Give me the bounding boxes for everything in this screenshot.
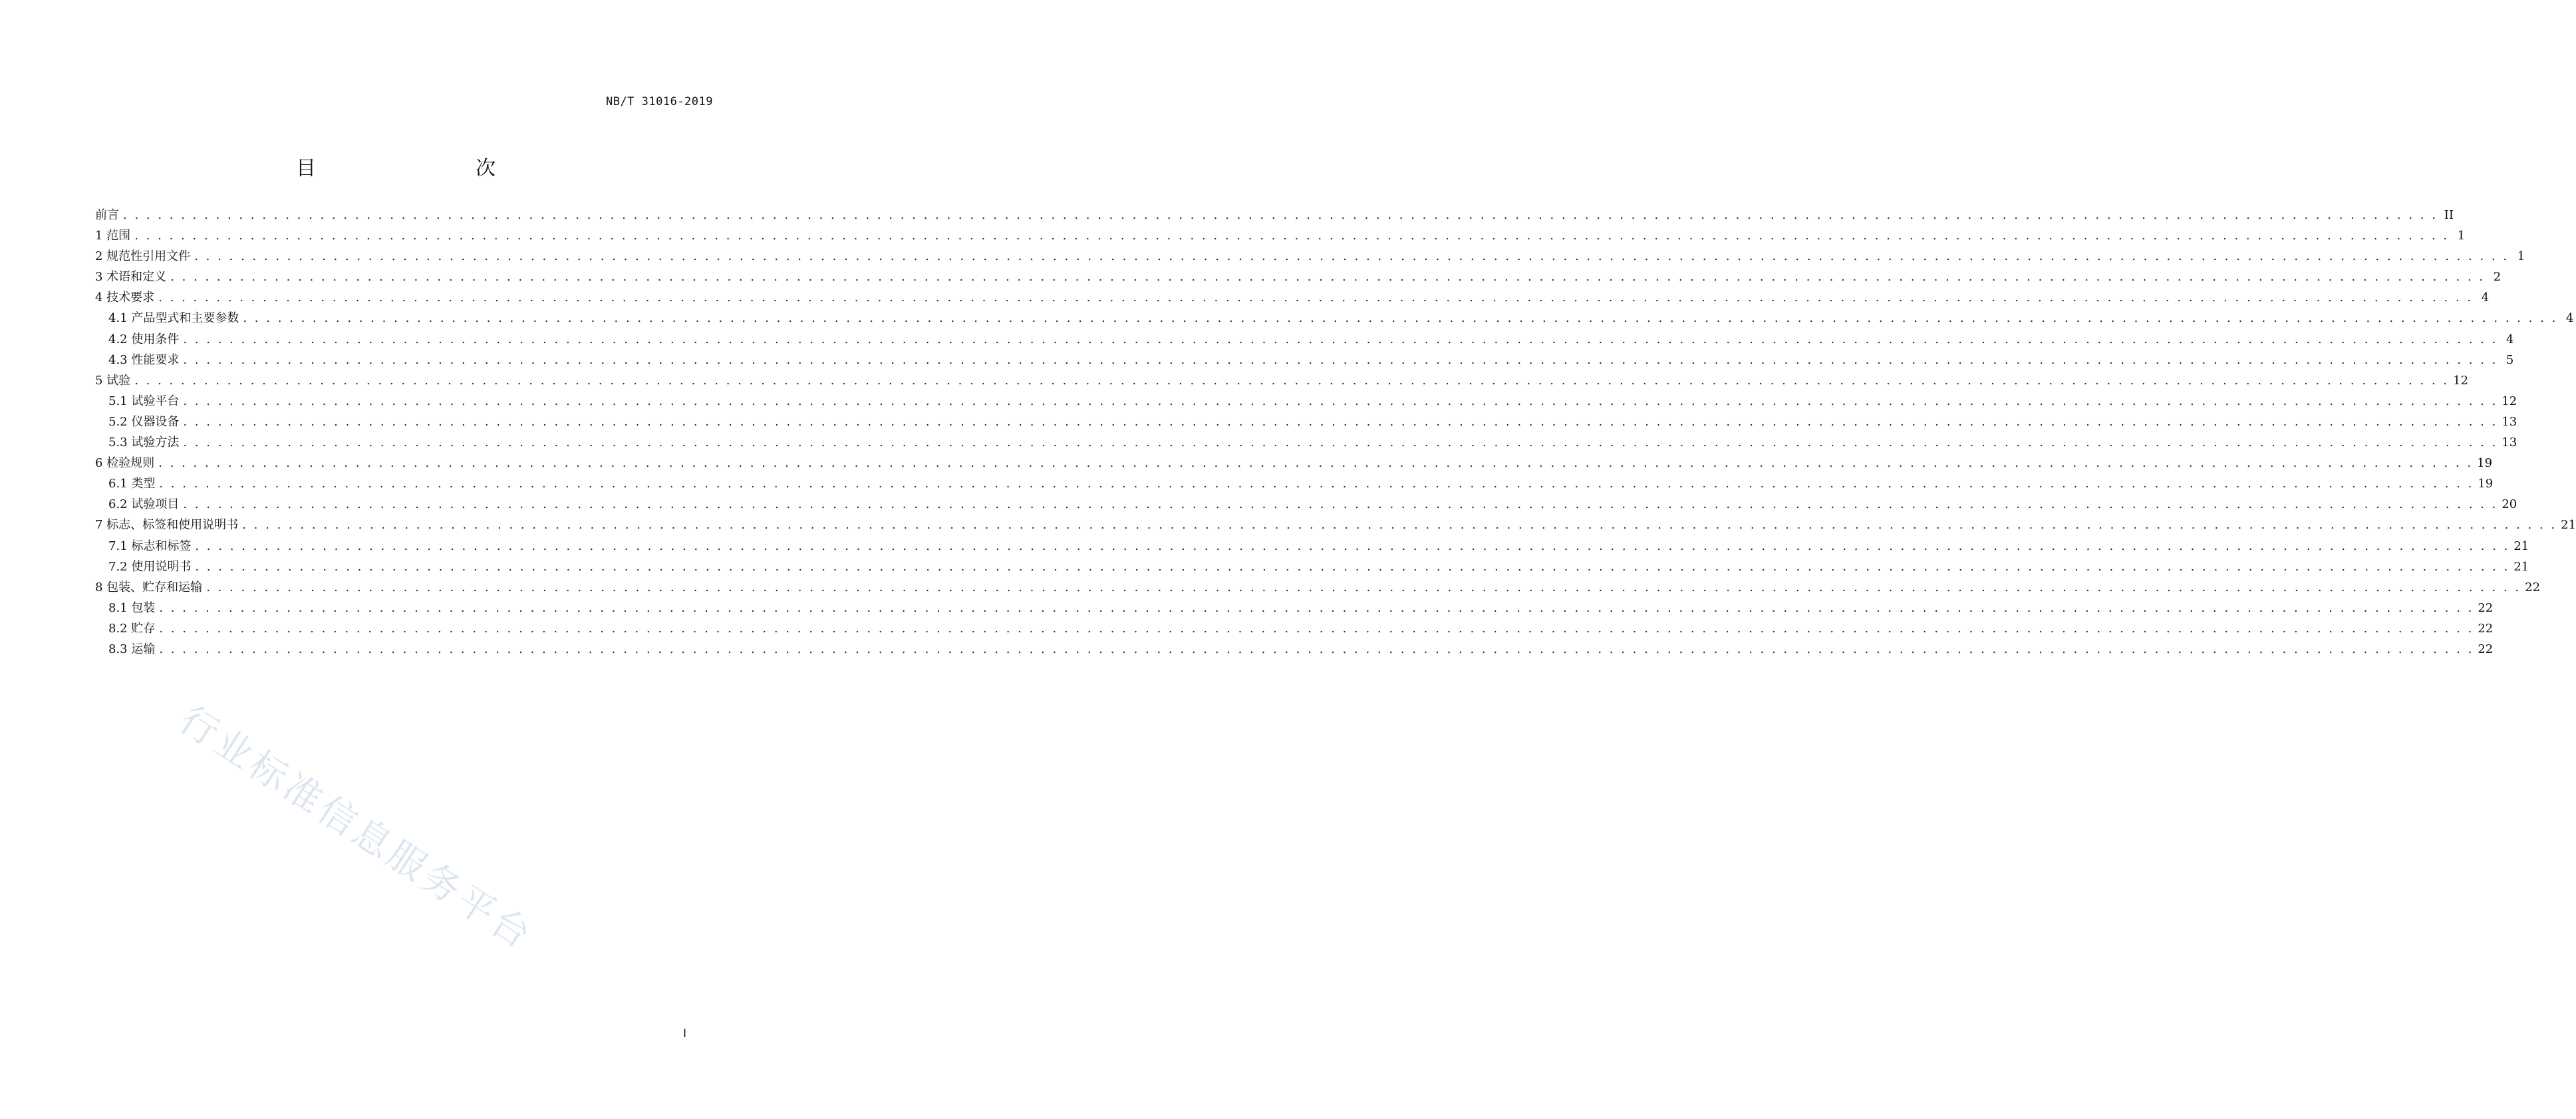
toc-entry-label: 3 术语和定义 (95, 270, 167, 285)
toc-entry-page: 2 (2493, 270, 2502, 285)
toc-leader-dots: . . . . . . . . . . . . . . . . . . . . . . . . . . . . . . . . . . . . . . . . . . . . . . . . . . . . . . . . . . . . . . . . . . . . . . . . . . . . . . . . . . . . . . . . . . . . . . . . . . . . . . . . . . . . . . . . . . . . . . . . . . . . . . . . . . . . . . . . . . . . . . . . . . . . . . . . . . . . . . . . . . . . . . . . . . . . . . . . . . . . . . . . . . . . . . . . . . . . . . . . (158, 456, 2474, 471)
toc-entry[interactable] (95, 474, 2494, 495)
toc-entry-page: 13 (2502, 414, 2517, 429)
toc-entry-page: 21 (2513, 559, 2529, 574)
toc-leader-dots: . . . . . . . . . . . . . . . . . . . . . . . . . . . . . . . . . . . . . . . . . . . . . . . . . . . . . . . . . . . . . . . . . . . . . . . . . . . . . . . . . . . . . . . . . . . . . . . . . . . . . . . . . . . . . . . . . . . . . . . . . . . . . . . . . . . . . . . . . . . . . . . . . . . . . . . . . . . . . . . . . . . . . . . . . . . . . . . . . . . . . . . . . . . . . . . . . . . . . . . . (243, 311, 2558, 326)
toc-entry[interactable] (95, 330, 2514, 350)
toc-entry-page: 22 (2478, 600, 2494, 615)
toc-entry-label: 6 检验规则 (95, 456, 155, 471)
toc-entry-label: 8.2 贮存 (108, 621, 156, 636)
toc-entry-label: 4.1 产品型式和主要参数 (108, 311, 239, 326)
toc-entry[interactable] (95, 350, 2514, 371)
toc-entry[interactable] (95, 267, 2502, 288)
toc-entry[interactable] (95, 309, 2574, 329)
toc-entry-label: 4.2 使用条件 (108, 332, 180, 346)
toc-leader-dots: . . . . . . . . . . . . . . . . . . . . . . . . . . . . . . . . . . . . . . . . . . . . . . . . . . . . . . . . . . . . . . . . . . . . . . . . . . . . . . . . . . . . . . . . . . . . . . . . . . . . . . . . . . . . . . . . . . . . . . . . . . . . . . . . . . . . . . . . . . . . . . . . . . . . . . . . . . . . . . . . . . . . . . . . . . . . . . . . . . . . . . . . . . . . . . . . . . . . . . . . (183, 497, 2498, 512)
toc-entry-page: 4 (2565, 311, 2574, 326)
toc-entry-page: 1 (2457, 229, 2466, 243)
toc-entry[interactable] (95, 288, 2490, 309)
toc-entry[interactable] (95, 640, 2494, 660)
toc-leader-dots: . . . . . . . . . . . . . . . . . . . . . . . . . . . . . . . . . . . . . . . . . . . . . . . . . . . . . . . . . . . . . . . . . . . . . . . . . . . . . . . . . . . . . . . . . . . . . . . . . . . . . . . . . . . . . . . . . . . . . . . . . . . . . . . . . . . . . . . . . . . . . . . . . . . . . . . . . . . . . . . . . . . . . . . . . . . . . . . . . . . . . . . . . . . . . . . . . . . . . . . . (195, 539, 2510, 553)
toc-leader-dots: . . . . . . . . . . . . . . . . . . . . . . . . . . . . . . . . . . . . . . . . . . . . . . . . . . . . . . . . . . . . . . . . . . . . . . . . . . . . . . . . . . . . . . . . . . . . . . . . . . . . . . . . . . . . . . . . . . . . . . . . . . . . . . . . . . . . . . . . . . . . . . . . . . . . . . . . . . . . . . . . . . . . . . . . . . . . . . . . . . . . . . . . . . . . . . . . . . . . . . . . (206, 580, 2521, 594)
toc-entry[interactable] (95, 619, 2494, 640)
toc-entry[interactable] (95, 205, 2454, 226)
toc-entry-label: 4 技术要求 (95, 291, 155, 305)
toc-leader-dots: . . . . . . . . . . . . . . . . . . . . . . . . . . . . . . . . . . . . . . . . . . . . . . . . . . . . . . . . . . . . . . . . . . . . . . . . . . . . . . . . . . . . . . . . . . . . . . . . . . . . . . . . . . . . . . . . . . . . . . . . . . . . . . . . . . . . . . . . . . . . . . . . . . . . . . . . . . . . . . . . . . . . . . . . . . . . . . . . . . . . . . . . . . . . . . . . . . . . . . . . (183, 394, 2498, 408)
toc-title: 目 次 (296, 157, 535, 180)
toc-entry[interactable] (95, 247, 2525, 267)
toc-leader-dots: . . . . . . . . . . . . . . . . . . . . . . . . . . . . . . . . . . . . . . . . . . . . . . . . . . . . . . . . . . . . . . . . . . . . . . . . . . . . . . . . . . . . . . . . . . . . . . . . . . . . . . . . . . . . . . . . . . . . . . . . . . . . . . . . . . . . . . . . . . . . . . . . . . . . . . . . . . . . . . . . . . . . . . . . . . . . . . . . . . . . . . . . . . . . . . . . . . . . . . . . (183, 332, 2498, 346)
toc-entry-page: 12 (2502, 394, 2517, 408)
toc-entry[interactable] (95, 371, 2469, 392)
toc-entry-page: II (2444, 208, 2454, 222)
toc-leader-dots: . . . . . . . . . . . . . . . . . . . . . . . . . . . . . . . . . . . . . . . . . . . . . . . . . . . . . . . . . . . . . . . . . . . . . . . . . . . . . . . . . . . . . . . . . . . . . . . . . . . . . . . . . . . . . . . . . . . . . . . . . . . . . . . . . . . . . . . . . . . . . . . . . . . . . . . . . . . . . . . . . . . . . . . . . . . . . . . . . . . . . . . . . . . . . . . . . . . . . . . . (159, 642, 2474, 656)
toc-entry[interactable] (95, 495, 2517, 515)
toc-leader-dots: . . . . . . . . . . . . . . . . . . . . . . . . . . . . . . . . . . . . . . . . . . . . . . . . . . . . . . . . . . . . . . . . . . . . . . . . . . . . . . . . . . . . . . . . . . . . . . . . . . . . . . . . . . . . . . . . . . . . . . . . . . . . . . . . . . . . . . . . . . . . . . . . . . . . . . . . . . . . . . . . . . . . . . . . . . . . . . . . . . . . . . . . . . . . . . . . . . . . . . . . (134, 373, 2450, 388)
toc-entry[interactable] (95, 578, 2541, 598)
toc-entry-label: 6.2 试验项目 (108, 497, 180, 512)
toc-entry-page: 12 (2453, 373, 2469, 388)
toc-leader-dots: . . . . . . . . . . . . . . . . . . . . . . . . . . . . . . . . . . . . . . . . . . . . . . . . . . . . . . . . . . . . . . . . . . . . . . . . . . . . . . . . . . . . . . . . . . . . . . . . . . . . . . . . . . . . . . . . . . . . . . . . . . . . . . . . . . . . . . . . . . . . . . . . . . . . . . . . . . . . . . . . . . . . . . . . . . . . . . . . . . . . . . . . . . . . . . . . . . . . . . . . (134, 229, 2450, 243)
toc-entry-label: 1 范围 (95, 229, 131, 243)
toc-entry-page: 21 (2561, 518, 2576, 533)
toc-entry-label: 2 规范性引用文件 (95, 249, 191, 264)
toc-leader-dots: . . . . . . . . . . . . . . . . . . . . . . . . . . . . . . . . . . . . . . . . . . . . . . . . . . . . . . . . . . . . . . . . . . . . . . . . . . . . . . . . . . . . . . . . . . . . . . . . . . . . . . . . . . . . . . . . . . . . . . . . . . . . . . . . . . . . . . . . . . . . . . . . . . . . . . . . . . . . . . . . . . . . . . . . . . . . . . . . . . . . . . . . . . . . . . . . . . . . . . . . (170, 270, 2486, 285)
toc-entry-label: 8.1 包装 (108, 600, 156, 615)
toc-entry-page: 20 (2502, 497, 2517, 512)
toc-entry-page: 19 (2478, 477, 2494, 491)
toc-leader-dots: . . . . . . . . . . . . . . . . . . . . . . . . . . . . . . . . . . . . . . . . . . . . . . . . . . . . . . . . . . . . . . . . . . . . . . . . . . . . . . . . . . . . . . . . . . . . . . . . . . . . . . . . . . . . . . . . . . . . . . . . . . . . . . . . . . . . . . . . . . . . . . . . . . . . . . . . . . . . . . . . . . . . . . . . . . . . . . . . . . . . . . . . . . . . . . . . . . . . . . . . (159, 477, 2474, 491)
toc-entry[interactable] (95, 557, 2529, 578)
toc-entry[interactable] (95, 226, 2466, 247)
toc-leader-dots: . . . . . . . . . . . . . . . . . . . . . . . . . . . . . . . . . . . . . . . . . . . . . . . . . . . . . . . . . . . . . . . . . . . . . . . . . . . . . . . . . . . . . . . . . . . . . . . . . . . . . . . . . . . . . . . . . . . . . . . . . . . . . . . . . . . . . . . . . . . . . . . . . . . . . . . . . . . . . . . . . . . . . . . . . . . . . . . . . . . . . . . . . . . . . . . . . . . . . . . . (183, 414, 2498, 429)
toc-leader-dots: . . . . . . . . . . . . . . . . . . . . . . . . . . . . . . . . . . . . . . . . . . . . . . . . . . . . . . . . . . . . . . . . . . . . . . . . . . . . . . . . . . . . . . . . . . . . . . . . . . . . . . . . . . . . . . . . . . . . . . . . . . . . . . . . . . . . . . . . . . . . . . . . . . . . . . . . . . . . . . . . . . . . . . . . . . . . . . . . . . . . . . . . . . . . . . . . . . . . . . . . (183, 352, 2498, 367)
toc-leader-dots: . . . . . . . . . . . . . . . . . . . . . . . . . . . . . . . . . . . . . . . . . . . . . . . . . . . . . . . . . . . . . . . . . . . . . . . . . . . . . . . . . . . . . . . . . . . . . . . . . . . . . . . . . . . . . . . . . . . . . . . . . . . . . . . . . . . . . . . . . . . . . . . . . . . . . . . . . . . . . . . . . . . . . . . . . . . . . . . . . . . . . . . . . . . . . . . . . . . . . . . . (195, 559, 2510, 574)
toc-entry-label: 5.2 仪器设备 (108, 414, 180, 429)
toc-entry[interactable] (95, 412, 2517, 433)
toc-entry-label: 8.3 运输 (108, 642, 156, 656)
toc-entry-page: 21 (2513, 539, 2529, 553)
toc-entry-page: 22 (2478, 621, 2494, 636)
toc-entry-page: 4 (2505, 332, 2514, 346)
toc-entry-page: 22 (2525, 580, 2541, 594)
toc-entry[interactable] (95, 537, 2529, 557)
table-of-contents (95, 205, 2576, 660)
toc-entry-label: 7 标志、标签和使用说明书 (95, 518, 239, 533)
toc-entry-page: 5 (2505, 352, 2514, 367)
toc-entry-page: 13 (2502, 435, 2517, 450)
toc-entry-label: 7.2 使用说明书 (108, 559, 192, 574)
toc-entry[interactable] (95, 433, 2517, 453)
toc-leader-dots: . . . . . . . . . . . . . . . . . . . . . . . . . . . . . . . . . . . . . . . . . . . . . . . . . . . . . . . . . . . . . . . . . . . . . . . . . . . . . . . . . . . . . . . . . . . . . . . . . . . . . . . . . . . . . . . . . . . . . . . . . . . . . . . . . . . . . . . . . . . . . . . . . . . . . . . . . . . . . . . . . . . . . . . . . . . . . . . . . . . . . . . . . . . . . . . . . . . . . . . . (159, 600, 2474, 615)
toc-leader-dots: . . . . . . . . . . . . . . . . . . . . . . . . . . . . . . . . . . . . . . . . . . . . . . . . . . . . . . . . . . . . . . . . . . . . . . . . . . . . . . . . . . . . . . . . . . . . . . . . . . . . . . . . . . . . . . . . . . . . . . . . . . . . . . . . . . . . . . . . . . . . . . . . . . . . . . . . . . . . . . . . . . . . . . . . . . . . . . . . . . . . . . . . . . . . . . . . . . . . . . . . (194, 249, 2509, 264)
toc-leader-dots: . . . . . . . . . . . . . . . . . . . . . . . . . . . . . . . . . . . . . . . . . . . . . . . . . . . . . . . . . . . . . . . . . . . . . . . . . . . . . . . . . . . . . . . . . . . . . . . . . . . . . . . . . . . . . . . . . . . . . . . . . . . . . . . . . . . . . . . . . . . . . . . . . . . . . . . . . . . . . . . . . . . . . . . . . . . . . . . . . . . . . . . . . . . . . . . . . . . . . . . . (183, 435, 2498, 450)
toc-entry-label: 4.3 性能要求 (108, 352, 180, 367)
toc-entry-label: 7.1 标志和标签 (108, 539, 192, 553)
page-number: I (682, 1027, 686, 1041)
toc-entry[interactable] (95, 598, 2494, 619)
toc-entry[interactable] (95, 515, 2576, 536)
toc-entry-page: 22 (2478, 642, 2494, 656)
toc-entry-label: 前言 (95, 208, 119, 222)
standard-code: NB/T 31016-2019 (605, 95, 713, 108)
toc-entry[interactable] (95, 392, 2517, 412)
toc-leader-dots: . . . . . . . . . . . . . . . . . . . . . . . . . . . . . . . . . . . . . . . . . . . . . . . . . . . . . . . . . . . . . . . . . . . . . . . . . . . . . . . . . . . . . . . . . . . . . . . . . . . . . . . . . . . . . . . . . . . . . . . . . . . . . . . . . . . . . . . . . . . . . . . . . . . . . . . . . . . . . . . . . . . . . . . . . . . . . . . . . . . . . . . . . . . . . . . . . . . . . . . . (159, 621, 2474, 636)
toc-entry-label: 5.1 试验平台 (108, 394, 180, 408)
toc-entry-page: 1 (2517, 249, 2525, 264)
toc-entry-page: 4 (2481, 291, 2490, 305)
toc-leader-dots: . . . . . . . . . . . . . . . . . . . . . . . . . . . . . . . . . . . . . . . . . . . . . . . . . . . . . . . . . . . . . . . . . . . . . . . . . . . . . . . . . . . . . . . . . . . . . . . . . . . . . . . . . . . . . . . . . . . . . . . . . . . . . . . . . . . . . . . . . . . . . . . . . . . . . . . . . . . . . . . . . . . . . . . . . . . . . . . . . . . . . . . . . . . . . . . . . . . . . . . . (158, 291, 2474, 305)
toc-entry-label: 6.1 类型 (108, 477, 156, 491)
toc-entry-label: 5.3 试验方法 (108, 435, 180, 450)
toc-leader-dots: . . . . . . . . . . . . . . . . . . . . . . . . . . . . . . . . . . . . . . . . . . . . . . . . . . . . . . . . . . . . . . . . . . . . . . . . . . . . . . . . . . . . . . . . . . . . . . . . . . . . . . . . . . . . . . . . . . . . . . . . . . . . . . . . . . . . . . . . . . . . . . . . . . . . . . . . . . . . . . . . . . . . . . . . . . . . . . . . . . . . . . . . . . . . . . . . . . . . . . . . (242, 518, 2557, 533)
toc-entry-page: 19 (2477, 456, 2493, 471)
toc-entry[interactable] (95, 453, 2493, 474)
toc-leader-dots: . . . . . . . . . . . . . . . . . . . . . . . . . . . . . . . . . . . . . . . . . . . . . . . . . . . . . . . . . . . . . . . . . . . . . . . . . . . . . . . . . . . . . . . . . . . . . . . . . . . . . . . . . . . . . . . . . . . . . . . . . . . . . . . . . . . . . . . . . . . . . . . . . . . . . . . . . . . . . . . . . . . . . . . . . . . . . . . . . . . . . . . . . . . . . . . . . . . . . . . . (123, 208, 2438, 222)
watermark: 行业标准信息服务平台 (172, 698, 541, 959)
toc-entry-label: 5 试验 (95, 373, 131, 388)
toc-entry-label: 8 包装、贮存和运输 (95, 580, 203, 594)
